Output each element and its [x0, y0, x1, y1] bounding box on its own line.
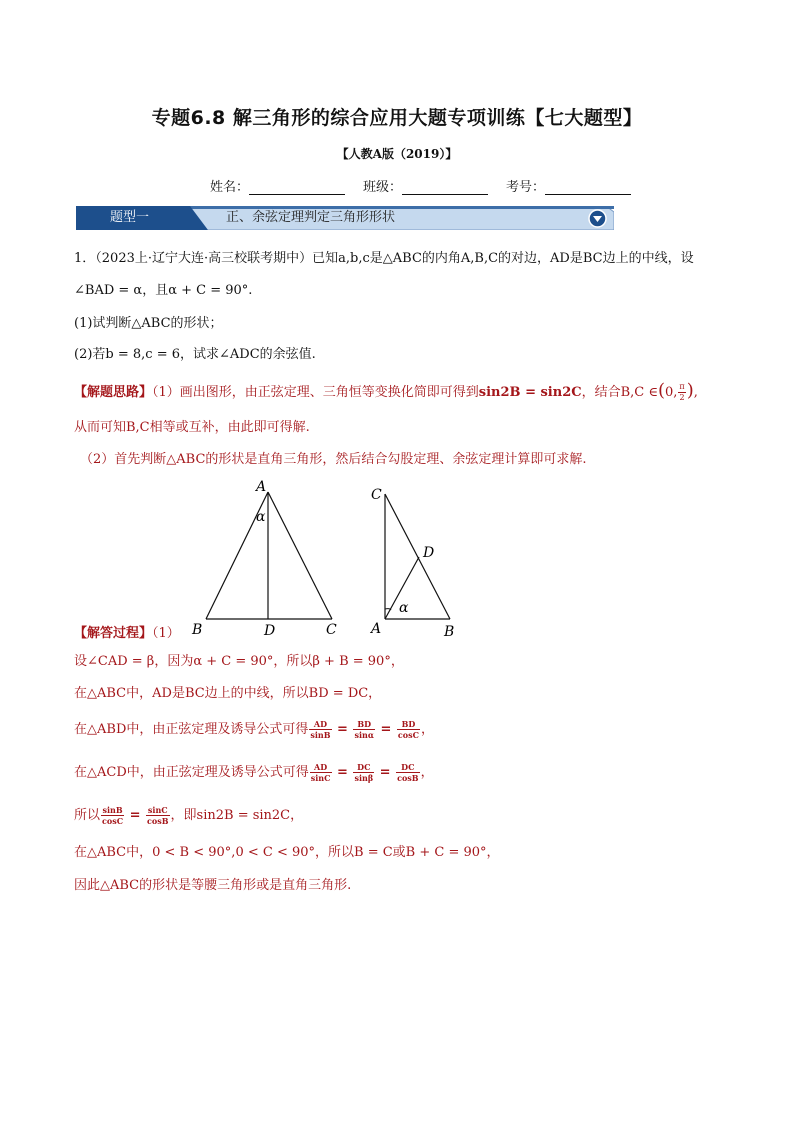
fraction: [309, 719, 331, 740]
problem-source: （2023上·辽宁大连·高三校联考期中）: [95, 251, 313, 266]
solution-line-2: 在△ABC中，AD是BC边上的中线，所以BD = DC，: [74, 686, 382, 701]
solution-header: [74, 624, 180, 644]
interval-fraction: [678, 382, 685, 403]
comma: ，: [420, 765, 434, 780]
equals-sign: =: [375, 722, 396, 737]
page-title: 专题6.8 解三角形的综合应用大题专项训练【七大题型】: [151, 107, 643, 129]
fraction-denominator: 2: [679, 393, 685, 402]
fraction-numerator: AD: [309, 719, 331, 730]
fraction: [310, 762, 332, 783]
solution-line-3: [74, 719, 434, 740]
fraction-numerator: sinC: [147, 805, 168, 815]
idea-line-1: [74, 381, 698, 403]
fraction-numerator: BD: [353, 719, 375, 730]
solution-line-4: [74, 762, 434, 783]
fig1-label-a: A: [256, 479, 267, 495]
fig2-label-d: D: [423, 545, 435, 561]
fraction: [397, 719, 420, 740]
fraction: [101, 805, 124, 826]
question-1: (1)试判断△ABC的形状；: [74, 316, 223, 331]
fraction-denominator: cosC: [102, 816, 124, 826]
fig1-label-b: B: [192, 622, 203, 638]
fraction-denominator: sinα: [354, 730, 374, 740]
fraction-numerator: AD: [310, 762, 332, 773]
id-label: 考号：: [506, 180, 546, 195]
equals-sign: =: [332, 722, 353, 737]
fraction-numerator: π: [679, 382, 685, 391]
fraction: [353, 719, 375, 740]
equals-sign: =: [125, 808, 146, 823]
name-blank[interactable]: [249, 180, 345, 195]
banner-label: 题型一: [110, 210, 150, 225]
fraction: [146, 805, 169, 826]
fraction-denominator: sinC: [310, 773, 331, 783]
idea-line-2: 从而可知B,C相等或互补，由此即可得解.: [74, 420, 310, 435]
figure-right-triangle: [366, 482, 466, 642]
problem-stem-1: 已知a,b,c是△ABC的内角A,B,C的对边，AD是BC边上的中线，设: [312, 251, 694, 266]
name-label: 姓名：: [210, 180, 250, 195]
fraction-denominator: cosC: [397, 730, 419, 740]
solution-line-4-text: 在△ACD中，由正弦定理及诱导公式可得: [74, 765, 309, 780]
fig2-label-a: A: [371, 621, 382, 637]
solution-line-3-text: 在△ABD中，由正弦定理及诱导公式可得: [74, 722, 309, 737]
fraction-denominator: cosB: [147, 816, 169, 826]
solution-line-7: 因此△ABC的形状是等腰三角形或是直角三角形.: [74, 878, 352, 893]
banner-label-shape: [76, 206, 226, 230]
idea-line-3: （2）首先判断△ABC的形状是直角三角形，然后结合勾股定理、余弦定理计算即可求解.: [80, 452, 587, 467]
fig2-label-alpha: α: [399, 600, 409, 616]
idea-text-1c: ,: [693, 385, 698, 400]
solution-line-5-post: ，即sin2B = sin2C，: [170, 808, 304, 823]
idea-formula: sin2B = sin2C: [478, 385, 582, 400]
solution-part: （1）: [152, 626, 180, 641]
fraction: [353, 762, 374, 783]
chevron-down-icon[interactable]: [588, 209, 607, 228]
problem-stem-2: ∠BAD = α，且α + C = 90°.: [74, 283, 253, 298]
solution-tag: 【解答过程】: [74, 626, 153, 641]
section-banner: [76, 206, 614, 230]
interval-open: (: [657, 380, 666, 401]
idea-text-1a: （1）画出图形，由正弦定理、三角恒等变换化简即可得到: [152, 385, 479, 400]
solution-line-5-text: 所以: [74, 808, 101, 823]
solution-line-5: [74, 805, 303, 826]
figure-triangle-abc: [186, 474, 356, 640]
fraction-denominator: sinβ: [354, 773, 374, 783]
solution-line-1: 设∠CAD = β，因为α + C = 90°，所以β + B = 90°，: [74, 654, 404, 669]
fraction-numerator: sinB: [102, 805, 123, 815]
edition-subtitle: 【人教A版（2019）】: [336, 147, 458, 161]
fraction-denominator: cosB: [397, 773, 419, 783]
fig1-label-alpha: α: [256, 509, 266, 525]
class-blank[interactable]: [402, 180, 488, 195]
fraction-denominator: sinB: [310, 730, 331, 740]
id-blank[interactable]: [545, 180, 631, 195]
fig2-label-c: C: [371, 487, 382, 503]
fraction-numerator: DC: [353, 762, 374, 773]
fig1-label-d: D: [264, 623, 276, 639]
fraction-numerator: DC: [396, 762, 419, 773]
idea-tag: 【解题思路】: [74, 385, 153, 400]
fig2-label-b: B: [444, 624, 455, 640]
question-2: (2)若b = 8,c = 6，试求∠ADC的余弦值.: [74, 347, 316, 362]
fraction: [396, 762, 419, 783]
fraction-numerator: BD: [397, 719, 420, 730]
solution-line-6: 在△ABC中，0 < B < 90°,0 < C < 90°，所以B = C或B + C = 90°，: [74, 845, 500, 860]
banner-text: 正、余弦定理判定三角形形状: [226, 210, 396, 225]
class-label: 班级：: [363, 180, 403, 195]
equals-sign: =: [375, 765, 396, 780]
idea-text-1b: ，结合B,C ∈: [581, 385, 658, 400]
fig1-label-c: C: [326, 622, 337, 638]
comma: ，: [421, 722, 435, 737]
interval-close: ): [686, 380, 694, 401]
interval-zero: 0,: [665, 385, 678, 400]
student-info-row: [210, 176, 631, 195]
problem-number: 1．: [74, 251, 96, 266]
problem-line-1: [74, 249, 694, 269]
equals-sign: =: [332, 765, 353, 780]
